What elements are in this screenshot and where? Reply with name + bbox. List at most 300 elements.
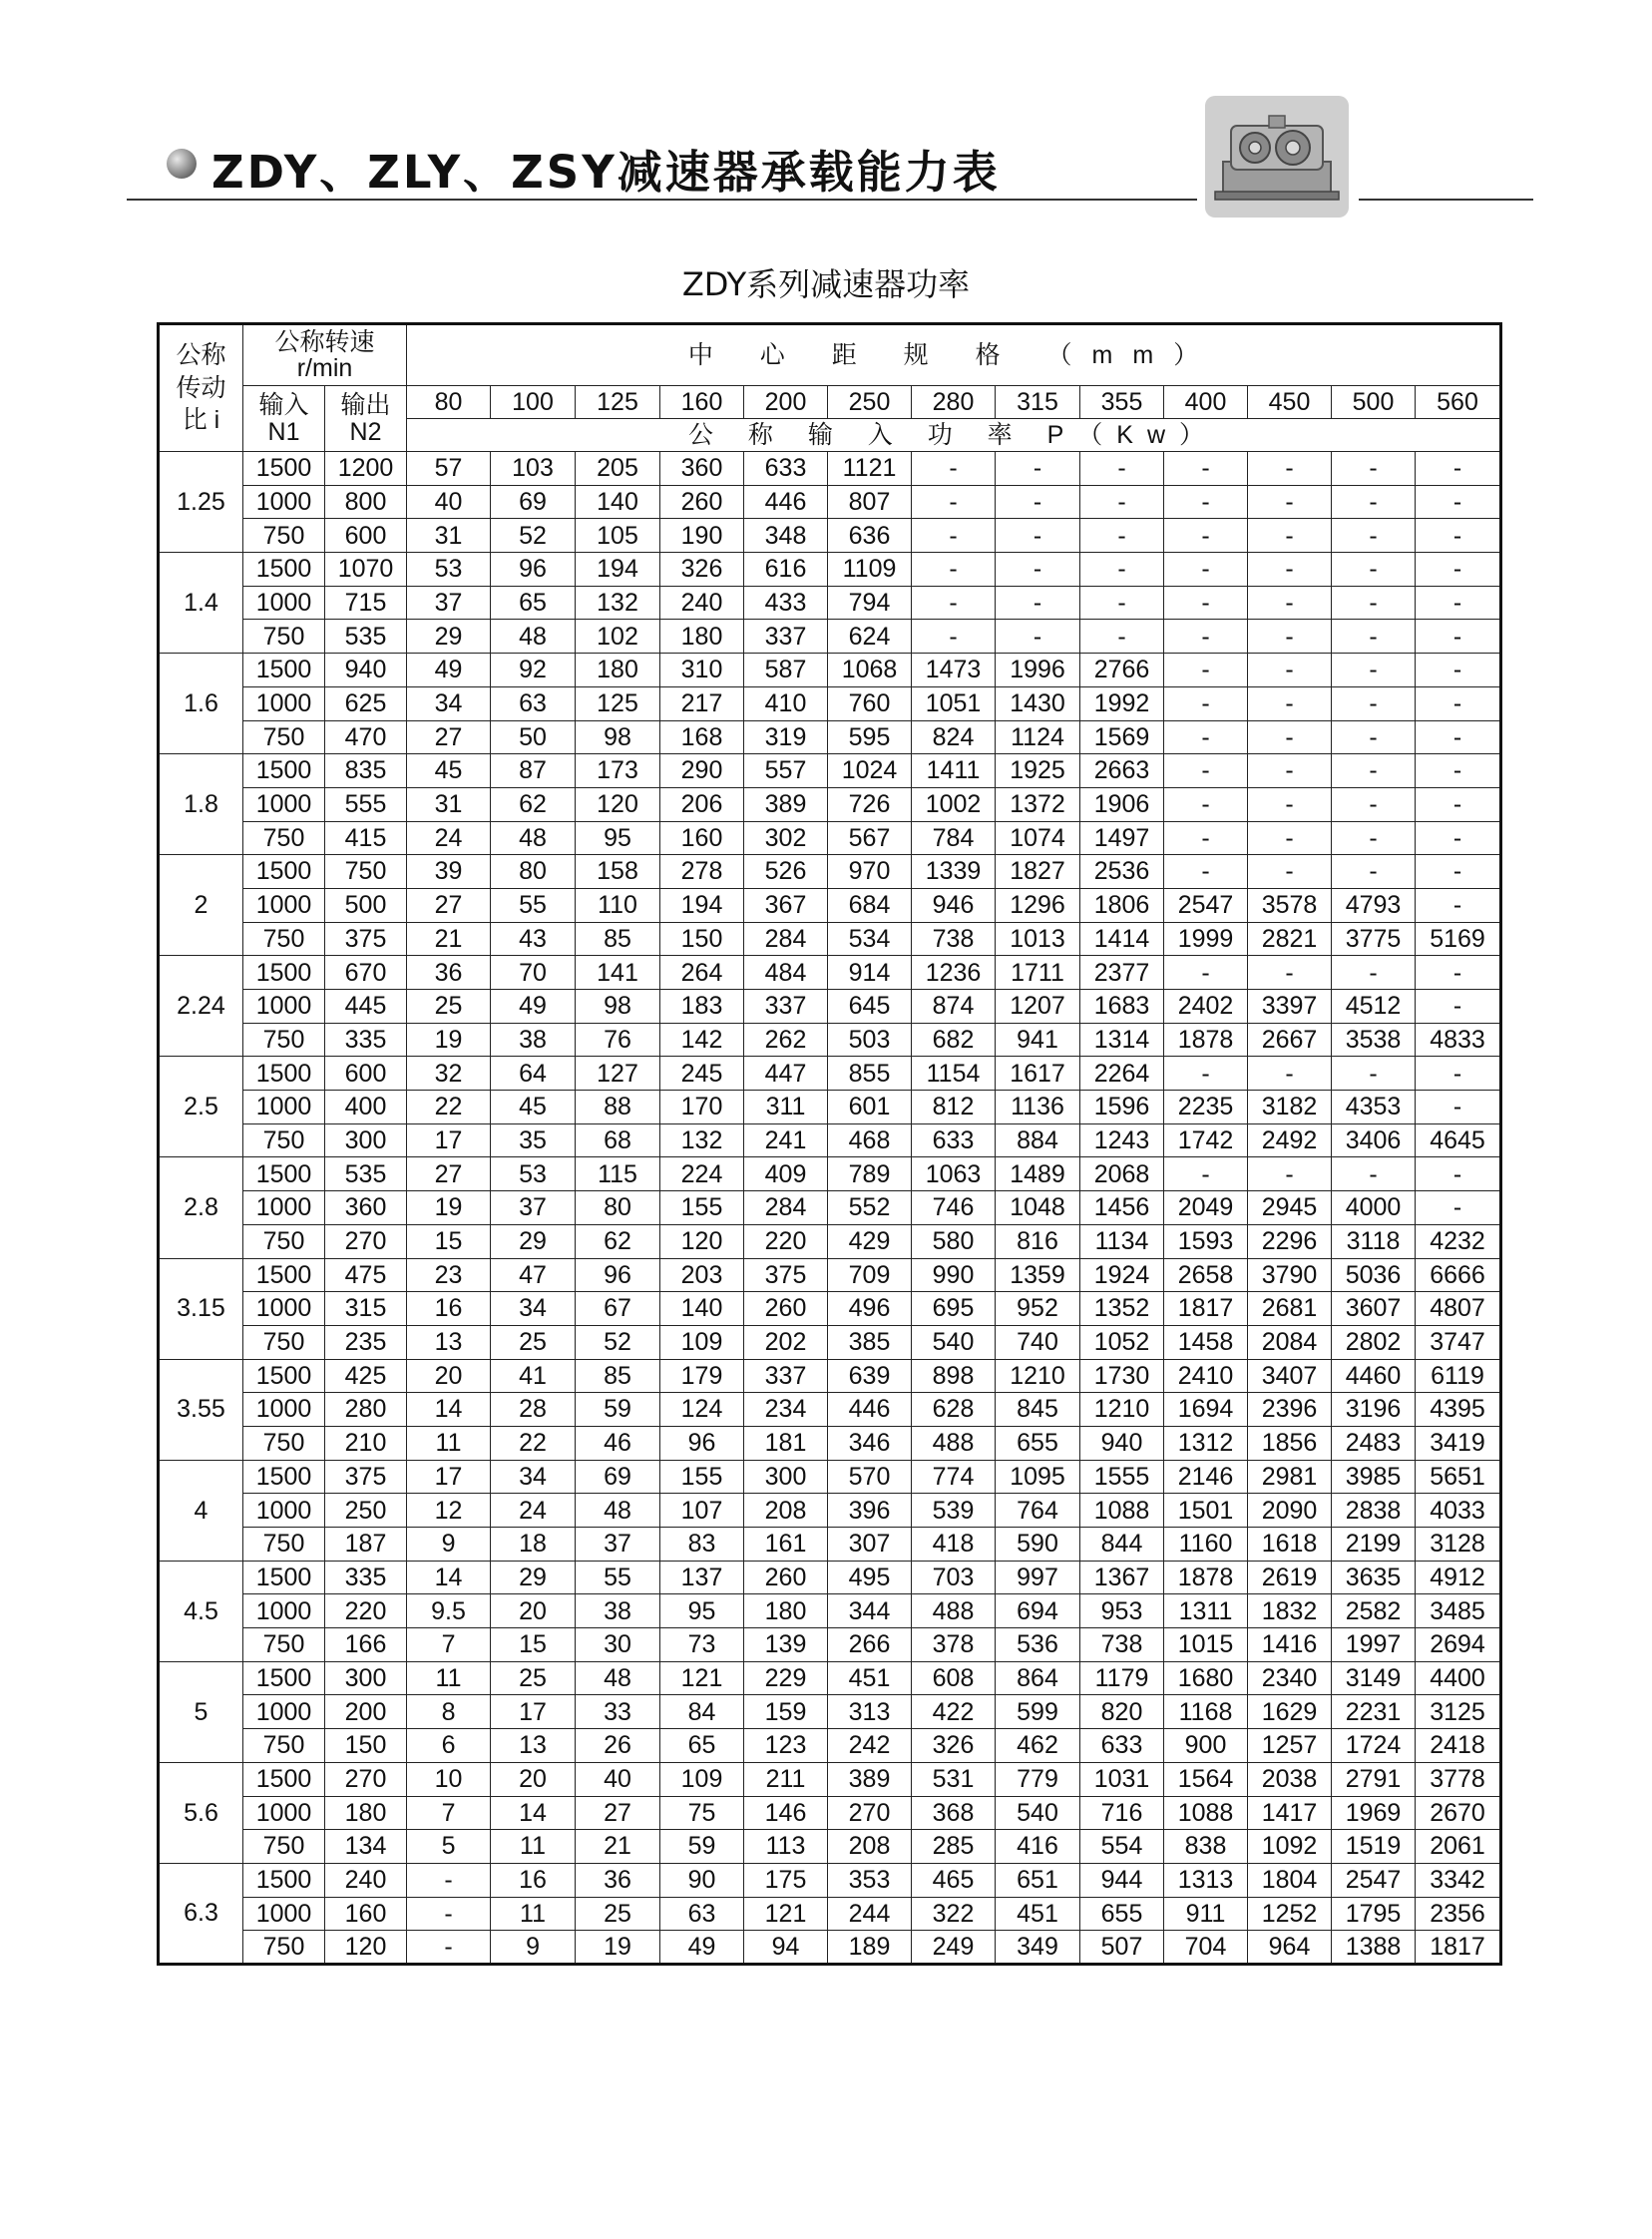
power-cell: 1024 bbox=[828, 754, 912, 788]
power-cell: 9.5 bbox=[407, 1594, 491, 1628]
power-cell: 946 bbox=[912, 888, 996, 922]
power-cell: 941 bbox=[996, 1023, 1080, 1057]
power-cell: 95 bbox=[576, 821, 660, 855]
power-cell: 64 bbox=[491, 1057, 576, 1091]
power-cell: 6666 bbox=[1416, 1258, 1501, 1292]
input-speed-cell: 750 bbox=[243, 519, 325, 553]
power-cell: 25 bbox=[491, 1325, 576, 1359]
power-cell: 244 bbox=[828, 1897, 912, 1931]
power-cell: 703 bbox=[912, 1561, 996, 1594]
power-cell: 1925 bbox=[996, 754, 1080, 788]
table-row bbox=[159, 1661, 1501, 1695]
table-row bbox=[159, 1325, 1501, 1359]
power-cell: 150 bbox=[660, 922, 744, 956]
power-cell: 14 bbox=[491, 1796, 576, 1830]
power-cell: 378 bbox=[912, 1628, 996, 1662]
power-cell: 65 bbox=[660, 1729, 744, 1763]
output-speed-cell: 120 bbox=[325, 1931, 407, 1965]
input-speed-cell: 1500 bbox=[243, 654, 325, 687]
power-cell: - bbox=[1080, 620, 1164, 654]
power-cell: 43 bbox=[491, 922, 576, 956]
power-cell: 655 bbox=[1080, 1897, 1164, 1931]
power-cell: 4460 bbox=[1332, 1359, 1416, 1393]
power-cell: 1210 bbox=[1080, 1393, 1164, 1427]
power-cell: 121 bbox=[660, 1661, 744, 1695]
table-row bbox=[159, 519, 1501, 553]
power-cell: 208 bbox=[744, 1494, 828, 1528]
power-cell: 140 bbox=[660, 1292, 744, 1326]
table-row bbox=[159, 855, 1501, 889]
power-cell: 3485 bbox=[1416, 1594, 1501, 1628]
power-cell: - bbox=[1332, 821, 1416, 855]
power-cell: 5036 bbox=[1332, 1258, 1416, 1292]
output-speed-cell: 600 bbox=[325, 519, 407, 553]
power-cell: 103 bbox=[491, 452, 576, 486]
power-cell: 326 bbox=[660, 553, 744, 587]
power-cell: - bbox=[1248, 485, 1332, 519]
power-cell: 16 bbox=[407, 1292, 491, 1326]
power-cell: - bbox=[1248, 855, 1332, 889]
input-speed-cell: 750 bbox=[243, 1528, 325, 1562]
power-cell: 48 bbox=[576, 1494, 660, 1528]
power-cell: 240 bbox=[660, 586, 744, 620]
power-cell: - bbox=[912, 485, 996, 519]
input-speed-cell: 1000 bbox=[243, 990, 325, 1024]
power-cell: 96 bbox=[491, 553, 576, 587]
power-cell: 418 bbox=[912, 1528, 996, 1562]
power-cell: 1074 bbox=[996, 821, 1080, 855]
power-cell: 4000 bbox=[1332, 1191, 1416, 1225]
power-cell: 539 bbox=[912, 1494, 996, 1528]
power-cell: - bbox=[1164, 855, 1248, 889]
power-cell: 16 bbox=[491, 1863, 576, 1897]
table-row bbox=[159, 485, 1501, 519]
output-speed-cell: 535 bbox=[325, 1157, 407, 1191]
power-cell: 170 bbox=[660, 1091, 744, 1124]
power-cell: 389 bbox=[744, 787, 828, 821]
output-speed-cell: 180 bbox=[325, 1796, 407, 1830]
power-cell: 9 bbox=[491, 1931, 576, 1965]
output-speed-cell: 360 bbox=[325, 1191, 407, 1225]
power-cell: 4807 bbox=[1416, 1292, 1501, 1326]
power-cell: 953 bbox=[1080, 1594, 1164, 1628]
power-cell: 52 bbox=[576, 1325, 660, 1359]
power-cell: 503 bbox=[828, 1023, 912, 1057]
power-cell: 234 bbox=[744, 1393, 828, 1427]
power-cell: - bbox=[1164, 1057, 1248, 1091]
power-cell: 540 bbox=[912, 1325, 996, 1359]
power-cell: 85 bbox=[576, 922, 660, 956]
power-cell: 32 bbox=[407, 1057, 491, 1091]
power-cell: 310 bbox=[660, 654, 744, 687]
power-cell: 249 bbox=[912, 1931, 996, 1965]
power-cell: - bbox=[1416, 720, 1501, 754]
power-cell: 8 bbox=[407, 1695, 491, 1729]
power-cell: 3635 bbox=[1332, 1561, 1416, 1594]
power-cell: 132 bbox=[576, 586, 660, 620]
table-row bbox=[159, 1224, 1501, 1258]
input-speed-cell: 1000 bbox=[243, 1796, 325, 1830]
input-speed-cell: 750 bbox=[243, 1224, 325, 1258]
power-cell: 1314 bbox=[1080, 1023, 1164, 1057]
power-cell: 1154 bbox=[912, 1057, 996, 1091]
power-cell: 70 bbox=[491, 956, 576, 990]
power-cell: 45 bbox=[491, 1091, 576, 1124]
power-cell: 1088 bbox=[1080, 1494, 1164, 1528]
power-cell: 155 bbox=[660, 1191, 744, 1225]
input-speed-cell: 750 bbox=[243, 720, 325, 754]
power-cell: 27 bbox=[407, 888, 491, 922]
power-cell: - bbox=[1164, 1157, 1248, 1191]
power-cell: 109 bbox=[660, 1762, 744, 1796]
power-cell: 88 bbox=[576, 1091, 660, 1124]
input-speed-cell: 750 bbox=[243, 1729, 325, 1763]
input-speed-cell: 1000 bbox=[243, 1695, 325, 1729]
power-cell: 488 bbox=[912, 1426, 996, 1460]
power-cell: 526 bbox=[744, 855, 828, 889]
power-cell: 997 bbox=[996, 1561, 1080, 1594]
power-cell: 208 bbox=[828, 1830, 912, 1864]
power-cell: 2694 bbox=[1416, 1628, 1501, 1662]
power-cell: 462 bbox=[996, 1729, 1080, 1763]
input-speed-cell: 1000 bbox=[243, 1292, 325, 1326]
power-cell: 1063 bbox=[912, 1157, 996, 1191]
power-cell: 29 bbox=[407, 620, 491, 654]
power-cell: 587 bbox=[744, 654, 828, 687]
power-cell: 1501 bbox=[1164, 1494, 1248, 1528]
center-distance-value: 250 bbox=[828, 386, 912, 419]
input-speed-cell: 1000 bbox=[243, 787, 325, 821]
power-cell: 2356 bbox=[1416, 1897, 1501, 1931]
power-cell: 21 bbox=[407, 922, 491, 956]
power-cell: 49 bbox=[491, 990, 576, 1024]
power-cell: 429 bbox=[828, 1224, 912, 1258]
power-cell: - bbox=[1416, 553, 1501, 587]
table-row bbox=[159, 1393, 1501, 1427]
table-row bbox=[159, 1796, 1501, 1830]
power-cell: 348 bbox=[744, 519, 828, 553]
power-cell: 552 bbox=[828, 1191, 912, 1225]
power-cell: - bbox=[1416, 620, 1501, 654]
power-cell: 28 bbox=[491, 1393, 576, 1427]
power-cell: 346 bbox=[828, 1426, 912, 1460]
table-row bbox=[159, 1258, 1501, 1292]
power-cell: - bbox=[1164, 553, 1248, 587]
power-cell: 694 bbox=[996, 1594, 1080, 1628]
power-cell: 2090 bbox=[1248, 1494, 1332, 1528]
output-speed-cell: 187 bbox=[325, 1528, 407, 1562]
power-cell: - bbox=[1164, 720, 1248, 754]
power-cell: 29 bbox=[491, 1224, 576, 1258]
power-cell: 6119 bbox=[1416, 1359, 1501, 1393]
power-cell: 183 bbox=[660, 990, 744, 1024]
power-cell: - bbox=[1248, 1157, 1332, 1191]
output-speed-cell: 300 bbox=[325, 1123, 407, 1157]
power-cell: 37 bbox=[491, 1191, 576, 1225]
power-cell: 5 bbox=[407, 1830, 491, 1864]
power-cell: - bbox=[996, 452, 1080, 486]
power-cell: 2681 bbox=[1248, 1292, 1332, 1326]
power-cell: 1207 bbox=[996, 990, 1080, 1024]
power-cell: 110 bbox=[576, 888, 660, 922]
power-cell: 824 bbox=[912, 720, 996, 754]
power-cell: 639 bbox=[828, 1359, 912, 1393]
power-cell: 241 bbox=[744, 1123, 828, 1157]
power-cell: 25 bbox=[407, 990, 491, 1024]
input-speed-cell: 750 bbox=[243, 1023, 325, 1057]
power-cell: 25 bbox=[576, 1897, 660, 1931]
power-cell: 1458 bbox=[1164, 1325, 1248, 1359]
output-speed-cell: 200 bbox=[325, 1695, 407, 1729]
output-speed-cell: 280 bbox=[325, 1393, 407, 1427]
input-speed-cell: 1000 bbox=[243, 888, 325, 922]
power-cell: 322 bbox=[912, 1897, 996, 1931]
power-cell: - bbox=[1080, 485, 1164, 519]
power-cell: 1088 bbox=[1164, 1796, 1248, 1830]
center-distance-value: 125 bbox=[576, 386, 660, 419]
power-cell: 30 bbox=[576, 1628, 660, 1662]
output-speed-cell: 250 bbox=[325, 1494, 407, 1528]
table-row bbox=[159, 586, 1501, 620]
power-cell: - bbox=[1164, 620, 1248, 654]
center-distance-value: 315 bbox=[996, 386, 1080, 419]
power-cell: 636 bbox=[828, 519, 912, 553]
input-speed-cell: 1500 bbox=[243, 1057, 325, 1091]
power-cell: 27 bbox=[407, 1157, 491, 1191]
table-row bbox=[159, 1561, 1501, 1594]
power-cell: 2296 bbox=[1248, 1224, 1332, 1258]
power-cell: 3125 bbox=[1416, 1695, 1501, 1729]
output-speed-cell: 415 bbox=[325, 821, 407, 855]
power-cell: 2766 bbox=[1080, 654, 1164, 687]
center-distance-value: 355 bbox=[1080, 386, 1164, 419]
power-cell: - bbox=[1164, 654, 1248, 687]
power-cell: 1236 bbox=[912, 956, 996, 990]
table-row bbox=[159, 1123, 1501, 1157]
table-row bbox=[159, 922, 1501, 956]
table-row bbox=[159, 1628, 1501, 1662]
power-cell: 59 bbox=[576, 1393, 660, 1427]
table-row bbox=[159, 620, 1501, 654]
power-cell: 820 bbox=[1080, 1695, 1164, 1729]
power-cell: 990 bbox=[912, 1258, 996, 1292]
power-cell: 319 bbox=[744, 720, 828, 754]
power-cell: - bbox=[1416, 956, 1501, 990]
ratio-cell: 1.4 bbox=[159, 553, 243, 654]
output-speed-cell: 425 bbox=[325, 1359, 407, 1393]
table-row bbox=[159, 1594, 1501, 1628]
power-cell: 132 bbox=[660, 1123, 744, 1157]
ratio-cell: 2 bbox=[159, 855, 243, 956]
power-cell: 396 bbox=[828, 1494, 912, 1528]
power-cell: 900 bbox=[1164, 1729, 1248, 1763]
power-cell: 1124 bbox=[996, 720, 1080, 754]
output-speed-cell: 270 bbox=[325, 1762, 407, 1796]
power-cell: 349 bbox=[996, 1931, 1080, 1965]
power-cell: - bbox=[1248, 620, 1332, 654]
power-cell: 446 bbox=[828, 1393, 912, 1427]
power-cell: - bbox=[996, 620, 1080, 654]
power-cell: 389 bbox=[828, 1762, 912, 1796]
power-cell: 385 bbox=[828, 1325, 912, 1359]
power-cell: - bbox=[912, 586, 996, 620]
power-cell: - bbox=[1080, 586, 1164, 620]
power-cell: 159 bbox=[744, 1695, 828, 1729]
power-cell: 2658 bbox=[1164, 1258, 1248, 1292]
power-cell: 19 bbox=[576, 1931, 660, 1965]
ratio-cell: 1.6 bbox=[159, 654, 243, 754]
power-cell: 1497 bbox=[1080, 821, 1164, 855]
table-row bbox=[159, 821, 1501, 855]
input-speed-cell: 750 bbox=[243, 922, 325, 956]
power-cell: 704 bbox=[1164, 1931, 1248, 1965]
power-cell: 55 bbox=[491, 888, 576, 922]
power-cell: - bbox=[1416, 519, 1501, 553]
power-cell: 68 bbox=[576, 1123, 660, 1157]
power-cell: 779 bbox=[996, 1762, 1080, 1796]
power-cell: 7 bbox=[407, 1628, 491, 1662]
power-cell: 217 bbox=[660, 686, 744, 720]
power-cell: - bbox=[1416, 1091, 1501, 1124]
power-cell: 141 bbox=[576, 956, 660, 990]
power-cell: 4232 bbox=[1416, 1224, 1501, 1258]
input-speed-cell: 1500 bbox=[243, 1460, 325, 1494]
power-cell: 3778 bbox=[1416, 1762, 1501, 1796]
power-cell: 2791 bbox=[1332, 1762, 1416, 1796]
power-cell: 290 bbox=[660, 754, 744, 788]
power-cell: - bbox=[1248, 686, 1332, 720]
power-cell: 738 bbox=[1080, 1628, 1164, 1662]
power-cell: 446 bbox=[744, 485, 828, 519]
table-row bbox=[159, 1863, 1501, 1897]
output-speed-cell: 400 bbox=[325, 1091, 407, 1124]
power-cell: 38 bbox=[491, 1023, 576, 1057]
power-cell: 447 bbox=[744, 1057, 828, 1091]
input-speed-cell: 1500 bbox=[243, 1762, 325, 1796]
power-cell: 1179 bbox=[1080, 1661, 1164, 1695]
input-speed-cell: 1500 bbox=[243, 1863, 325, 1897]
output-speed-cell: 166 bbox=[325, 1628, 407, 1662]
power-cell: 307 bbox=[828, 1528, 912, 1562]
power-cell: 898 bbox=[912, 1359, 996, 1393]
power-cell: 33 bbox=[576, 1695, 660, 1729]
power-cell: - bbox=[1416, 855, 1501, 889]
input-speed-cell: 1500 bbox=[243, 1359, 325, 1393]
power-cell: 84 bbox=[660, 1695, 744, 1729]
power-cell: 1997 bbox=[1332, 1628, 1416, 1662]
power-cell: 4033 bbox=[1416, 1494, 1501, 1528]
power-cell: 874 bbox=[912, 990, 996, 1024]
header-row-1 bbox=[159, 324, 1501, 386]
power-cell: 740 bbox=[996, 1325, 1080, 1359]
power-cell: 554 bbox=[1080, 1830, 1164, 1864]
power-cell: 368 bbox=[912, 1796, 996, 1830]
power-cell: 496 bbox=[828, 1292, 912, 1326]
center-distance-value: 200 bbox=[744, 386, 828, 419]
power-cell: 3182 bbox=[1248, 1091, 1332, 1124]
power-cell: 49 bbox=[407, 654, 491, 687]
power-cell: 1092 bbox=[1248, 1830, 1332, 1864]
power-cell: 3407 bbox=[1248, 1359, 1332, 1393]
output-speed-cell: 375 bbox=[325, 922, 407, 956]
input-speed-cell: 1500 bbox=[243, 1561, 325, 1594]
power-cell: 3128 bbox=[1416, 1528, 1501, 1562]
power-cell: 337 bbox=[744, 990, 828, 1024]
input-speed-header: 输入 N1 bbox=[243, 386, 325, 452]
power-cell: 262 bbox=[744, 1023, 828, 1057]
power-cell: 4793 bbox=[1332, 888, 1416, 922]
power-cell: - bbox=[1416, 754, 1501, 788]
input-speed-cell: 750 bbox=[243, 1123, 325, 1157]
power-cell: 2536 bbox=[1080, 855, 1164, 889]
output-speed-cell: 270 bbox=[325, 1224, 407, 1258]
table-row bbox=[159, 686, 1501, 720]
output-speed-cell: 470 bbox=[325, 720, 407, 754]
power-cell: 11 bbox=[491, 1897, 576, 1931]
power-cell: - bbox=[1248, 787, 1332, 821]
power-cell: 940 bbox=[1080, 1426, 1164, 1460]
power-cell: 353 bbox=[828, 1863, 912, 1897]
ratio-cell: 4 bbox=[159, 1460, 243, 1561]
power-cell: 2084 bbox=[1248, 1325, 1332, 1359]
power-cell: 375 bbox=[744, 1258, 828, 1292]
power-cell: 139 bbox=[744, 1628, 828, 1662]
power-cell: 113 bbox=[744, 1830, 828, 1864]
power-cell: 25 bbox=[491, 1661, 576, 1695]
power-cell: 17 bbox=[407, 1123, 491, 1157]
power-cell: - bbox=[1248, 519, 1332, 553]
power-cell: - bbox=[912, 452, 996, 486]
power-cell: 115 bbox=[576, 1157, 660, 1191]
power-cell: 50 bbox=[491, 720, 576, 754]
power-cell: 651 bbox=[996, 1863, 1080, 1897]
power-cell: 23 bbox=[407, 1258, 491, 1292]
power-cell: - bbox=[996, 553, 1080, 587]
power-cell: 95 bbox=[660, 1594, 744, 1628]
power-cell: 3578 bbox=[1248, 888, 1332, 922]
output-speed-cell: 715 bbox=[325, 586, 407, 620]
power-cell: 48 bbox=[491, 620, 576, 654]
power-cell: - bbox=[1080, 519, 1164, 553]
power-cell: 1296 bbox=[996, 888, 1080, 922]
power-cell: 155 bbox=[660, 1460, 744, 1494]
power-cell: 3775 bbox=[1332, 922, 1416, 956]
power-cell: 816 bbox=[996, 1224, 1080, 1258]
power-cell: 3406 bbox=[1332, 1123, 1416, 1157]
power-cell: 794 bbox=[828, 586, 912, 620]
power-cell: 206 bbox=[660, 787, 744, 821]
power-table-body bbox=[159, 324, 1501, 1965]
power-cell: 1742 bbox=[1164, 1123, 1248, 1157]
power-cell: 1430 bbox=[996, 686, 1080, 720]
ratio-cell: 6.3 bbox=[159, 1863, 243, 1964]
power-cell: - bbox=[1080, 553, 1164, 587]
ratio-cell: 5.6 bbox=[159, 1762, 243, 1863]
power-cell: 337 bbox=[744, 620, 828, 654]
input-speed-cell: 1500 bbox=[243, 855, 325, 889]
power-cell: 1456 bbox=[1080, 1191, 1164, 1225]
power-cell: 11 bbox=[407, 1661, 491, 1695]
power-cell: 422 bbox=[912, 1695, 996, 1729]
table-row bbox=[159, 754, 1501, 788]
power-cell: 2264 bbox=[1080, 1057, 1164, 1091]
power-cell: 92 bbox=[491, 654, 576, 687]
center-distance-header: 中 心 距 规 格 （mm） bbox=[407, 324, 1501, 386]
power-cell: - bbox=[1416, 586, 1501, 620]
power-cell: - bbox=[1248, 821, 1332, 855]
input-speed-cell: 1500 bbox=[243, 1157, 325, 1191]
power-cell: 229 bbox=[744, 1661, 828, 1695]
